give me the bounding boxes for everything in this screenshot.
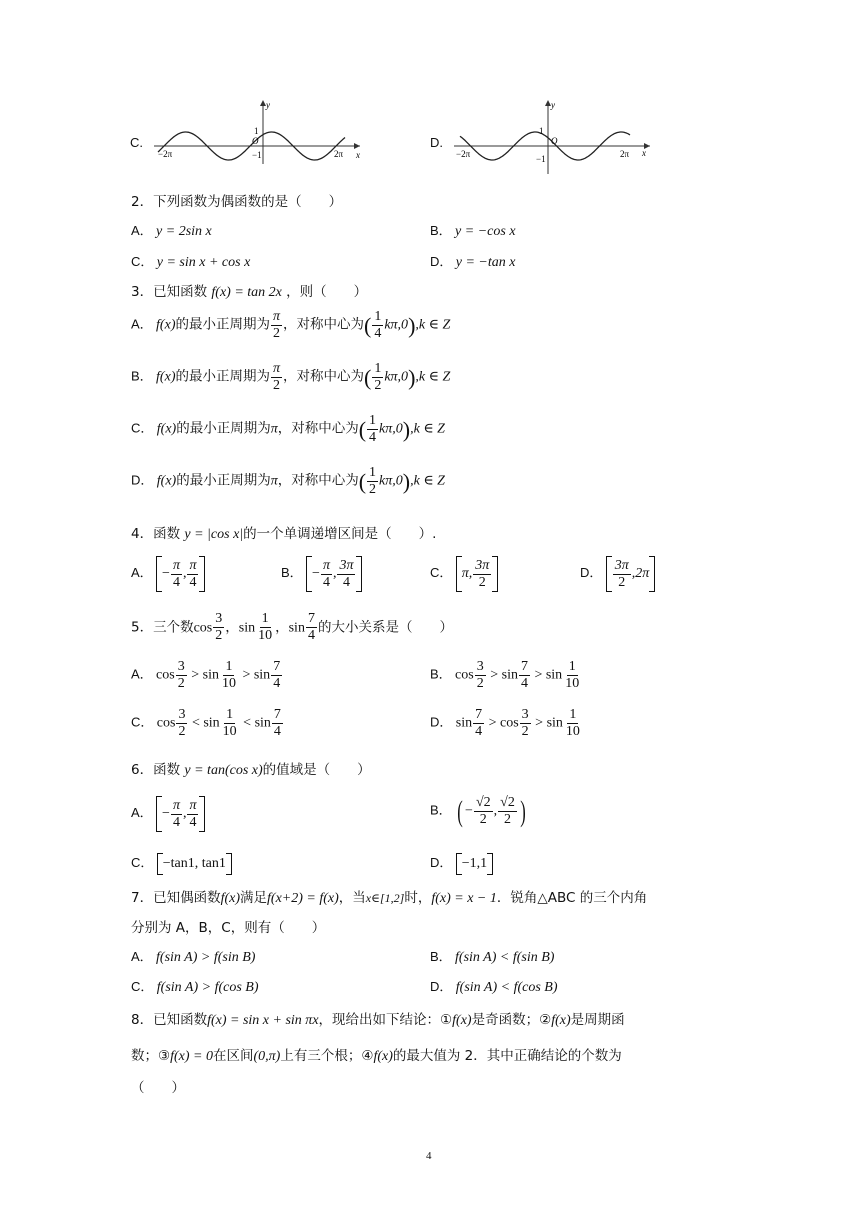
q2-b-text: y = −cos x	[455, 224, 516, 239]
q5-stem: 5．三个数cos $\frac{3}{2}$ ，sin $\frac{1}{10}$ ，sin $\frac{7}{4}$ 的大小关系是（ ）	[131, 611, 453, 643]
q7-line1-pre: 7．已知偶函数	[131, 890, 221, 906]
q8-line2-mid: 在区间	[212, 1048, 254, 1064]
q4-c-label: C．	[430, 565, 453, 581]
q3-stem-pre: 3．已知函数	[131, 284, 208, 300]
q3-option-d[interactable]: D． f(x)的最小正周期为π，对称中心为( $\frac{1}{2}$ kπ,0),k ∈ Z	[131, 465, 445, 497]
q1-d-y-label: y	[551, 100, 555, 110]
q6-a-label: A．	[131, 805, 153, 821]
q6-d-label: D．	[430, 855, 453, 870]
q5-option-c[interactable]: C． cos $\frac{3}{2}$ < sin $\frac{1}{10}$ < sin $\frac{7}{4}$	[131, 707, 281, 739]
q8-line2-eq: f(x) = 0	[170, 1049, 213, 1064]
q1-d-ytick-neg1: −1	[536, 154, 546, 164]
q3-stem-post: ，则（ ）	[286, 284, 368, 300]
q7-option-a[interactable]	[131, 946, 255, 966]
q3-b-period: $\frac{\pi}{2}$	[272, 361, 280, 393]
q6-option-d[interactable]	[430, 852, 493, 875]
q8-line1-func: f(x) = sin x + sin πx	[207, 1013, 319, 1028]
q8-line2-int: (0,π)	[253, 1049, 281, 1064]
q1-c-xtick-pos: 2π	[334, 149, 344, 159]
q1-c-x-label: x	[356, 150, 360, 160]
q2-b-label: B．	[430, 223, 452, 238]
q8-fx-2: f(x)	[551, 1013, 571, 1028]
q5-stem-pre: 5．三个数	[131, 619, 194, 636]
q3-d-f: f(x)	[156, 473, 177, 489]
q3-a-text: 的最小正周期为	[175, 316, 270, 333]
q6-stem-pre: 6．函数	[131, 762, 181, 778]
q7-line1-def: f(x) = x − 1	[431, 891, 497, 906]
q8-line1-s1: 是奇函数；②	[471, 1012, 552, 1028]
q7-option-c[interactable]	[131, 976, 259, 996]
q3-b-kz: ,k ∈ Z	[415, 369, 451, 385]
q3-a-period: $\frac{\pi}{2}$	[272, 309, 280, 341]
q3-c-label: C．	[131, 420, 154, 436]
q3-d-center-tail: kπ,0	[379, 473, 403, 489]
q3-stem	[131, 280, 367, 301]
q6-stem	[131, 758, 371, 779]
q6-option-b[interactable]: B． ( − $\frac{√2}{2}$ , $\frac{√2}{2}$ )	[430, 794, 526, 828]
q6-option-c[interactable]	[131, 852, 232, 875]
q6-stem-func: y = tan(cos x)	[184, 763, 263, 778]
q4-stem-post: 的一个单调递增区间是（ ）.	[243, 526, 437, 542]
q3-d-mid: ，对称中心为	[277, 472, 359, 489]
q1-d-xtick-neg: −2π	[456, 149, 471, 159]
q8-line1-s2: 是周期函	[570, 1012, 625, 1028]
q3-c-kz: ,k ∈ Z	[410, 421, 445, 437]
q6-c-label: C．	[131, 855, 154, 870]
page-number: 4	[426, 1150, 432, 1162]
q1-c-xtick-neg: −2π	[158, 149, 173, 159]
q8-line1-mid: ，现给出如下结论：①	[318, 1012, 453, 1028]
q3-a-mid: ，对称中心为	[283, 316, 364, 333]
q8-line3: （ ）	[131, 1080, 185, 1096]
q6-option-a[interactable]: A． − $\frac{\pi}{4}$ , $\frac{\pi}{4}$	[131, 796, 205, 832]
q3-b-f: f(x)	[156, 369, 176, 385]
q7-c-label: C．	[131, 979, 154, 994]
q6-b-label: B．	[430, 802, 452, 818]
q2-d-text: y = −tan x	[455, 255, 516, 270]
q1-option-c-label: C.	[130, 135, 143, 150]
q3-b-center-frac: $\frac{1}{2}$	[374, 361, 382, 393]
q2-option-c[interactable]	[131, 251, 250, 271]
q3-c-text: 的最小正周期为	[176, 420, 271, 437]
q5-b-label: B．	[430, 666, 452, 682]
q8-line2-s3: 上有三个根；④	[280, 1048, 374, 1064]
q3-d-center-frac: $\frac{1}{2}$	[369, 465, 377, 497]
q7-line1-dom: x∈[1,2]	[365, 891, 405, 905]
q3-a-center-tail: kπ,0	[384, 317, 409, 333]
q2-option-d[interactable]	[430, 251, 515, 271]
q8-line1	[131, 1008, 625, 1029]
q7-option-b[interactable]	[430, 946, 554, 966]
q4-option-c[interactable]: C． π, $\frac{3\pi}{2}$	[430, 556, 498, 592]
q3-b-text: 的最小正周期为	[175, 368, 270, 385]
q1-d-origin: O	[551, 136, 558, 146]
q2-a-text: y = 2sin x	[156, 224, 212, 239]
q1-c-ytick-neg1: −1	[252, 150, 262, 160]
q3-a-f: f(x)	[156, 317, 176, 333]
q1-d-xtick-pos: 2π	[620, 149, 630, 159]
q3-c-center-frac: $\frac{1}{4}$	[369, 413, 377, 445]
q5-option-d[interactable]: D． sin $\frac{7}{4}$ > cos $\frac{3}{2}$ > sin $\frac{1}{10}$	[430, 707, 580, 739]
q6-d-text: −1,1	[461, 856, 488, 871]
q4-a-label: A．	[131, 565, 153, 581]
q7-line1-eq: f(x+2) = f(x)	[267, 891, 339, 906]
q6-stem-post: 的值域是（ ）	[262, 762, 371, 778]
q5-a-label: A．	[131, 666, 153, 682]
q7-a-text: f(sin A) > f(sin B)	[156, 950, 256, 965]
q7-line1-tail: ．锐角△ABC 的三个内角	[496, 890, 648, 906]
q2-a-label: A．	[131, 223, 153, 238]
q7-line1	[131, 886, 647, 907]
q3-d-text: 的最小正周期为	[176, 472, 271, 489]
q7-a-label: A．	[131, 949, 153, 964]
q5-option-b[interactable]: B． cos $\frac{3}{2}$ > sin $\frac{7}{4}$ > sin $\frac{1}{10}$	[430, 659, 580, 691]
q7-c-text: f(sin A) > f(cos B)	[156, 980, 259, 995]
q1-d-x-label: x	[642, 148, 646, 158]
q1-c-origin: O	[252, 136, 259, 146]
q3-option-a[interactable]: A． f(x)的最小正周期为 $\frac{\pi}{2}$ ，对称中心为( $\frac{1}{4}$ kπ,0),k ∈ Z	[131, 309, 451, 341]
q3-option-b[interactable]: B． f(x)的最小正周期为 $\frac{\pi}{2}$ ，对称中心为( $\frac{1}{2}$ kπ,0),k ∈ Z	[131, 361, 451, 393]
q8-line2-s4: 的最大值为 2．其中正确结论的个数为	[392, 1048, 622, 1064]
q1-graph-c	[150, 98, 365, 168]
q5-d-label: D．	[430, 714, 453, 730]
q3-option-c[interactable]: C． f(x)的最小正周期为π，对称中心为( $\frac{1}{4}$ kπ,0),k ∈ Z	[131, 413, 445, 445]
q8-line2	[131, 1044, 622, 1065]
q7-d-label: D．	[430, 979, 453, 994]
q5-c-label: C．	[131, 714, 154, 730]
q2-d-label: D．	[430, 254, 453, 269]
q7-b-text: f(sin A) < f(sin B)	[455, 950, 555, 965]
q2-c-label: C．	[131, 254, 154, 269]
q4-stem-pre: 4．函数	[131, 526, 181, 542]
q7-line1-mid: 满足	[240, 890, 268, 906]
q2-option-b[interactable]	[430, 220, 516, 240]
q3-a-label: A．	[131, 316, 153, 332]
q3-b-center-tail: kπ,0	[384, 369, 409, 385]
q7-line1-when2: 时，	[404, 890, 432, 906]
q4-option-d[interactable]: D． $\frac{3\pi}{2}$ ,2π	[580, 556, 655, 592]
q5-option-a[interactable]: A． cos $\frac{3}{2}$ > sin $\frac{1}{10}$ > sin $\frac{7}{4}$	[131, 659, 281, 691]
q7-option-d[interactable]	[430, 976, 558, 996]
q4-stem-func: y = |cos x|	[184, 527, 244, 542]
q2-option-a[interactable]	[131, 220, 212, 240]
q7-d-text: f(sin A) < f(cos B)	[455, 980, 558, 995]
q3-c-center-tail: kπ,0	[379, 421, 403, 437]
q8-fx-3: f(x)	[373, 1049, 393, 1064]
q3-a-center-frac: $\frac{1}{4}$	[374, 309, 382, 341]
q5-stem-post: 的大小关系是（ ）	[317, 619, 453, 636]
q3-b-label: B．	[131, 368, 153, 384]
q3-c-f: f(x)	[156, 421, 177, 437]
q7-line1-f: f(x)	[220, 891, 241, 906]
q2-c-text: y = sin x + cos x	[156, 255, 251, 270]
q7-line2: 分别为 A，B，C，则有（ ）	[131, 920, 326, 936]
q7-line1-when: ，当	[338, 890, 366, 906]
q8-line1-pre: 8．已知函数	[131, 1012, 208, 1028]
q4-d-label: D．	[580, 565, 603, 581]
q3-d-period: π	[270, 473, 278, 489]
q6-c-text: −tan1, tan1	[162, 856, 226, 871]
q3-c-period: π	[270, 421, 278, 437]
q7-b-label: B．	[430, 949, 452, 964]
q3-stem-func: f(x) = tan 2x	[211, 285, 282, 300]
q8-line2-pre: 数；③	[131, 1048, 171, 1064]
q4-b-label: B．	[281, 565, 303, 581]
q8-fx-1: f(x)	[452, 1013, 472, 1028]
q3-a-kz: ,k ∈ Z	[415, 317, 451, 333]
q4-option-b[interactable]: B． − $\frac{\pi}{4}$ , $\frac{3\pi}{4}$	[281, 556, 362, 592]
q1-graph-d	[450, 98, 655, 176]
q2-stem: 2．下列函数为偶函数的是（ ）	[131, 194, 343, 210]
q3-b-mid: ，对称中心为	[283, 368, 364, 385]
q1-c-ytick-1: 1	[254, 126, 259, 136]
q3-d-label: D．	[131, 472, 154, 488]
q3-c-mid: ，对称中心为	[277, 420, 359, 437]
q4-stem	[131, 522, 436, 543]
q1-c-y-label: y	[266, 100, 270, 110]
q1-d-ytick-1: 1	[539, 126, 544, 136]
q4-option-a[interactable]: A． − $\frac{\pi}{4}$ , $\frac{\pi}{4}$	[131, 556, 205, 592]
q1-option-d-label: D.	[430, 135, 443, 150]
q3-d-kz: ,k ∈ Z	[410, 473, 445, 489]
